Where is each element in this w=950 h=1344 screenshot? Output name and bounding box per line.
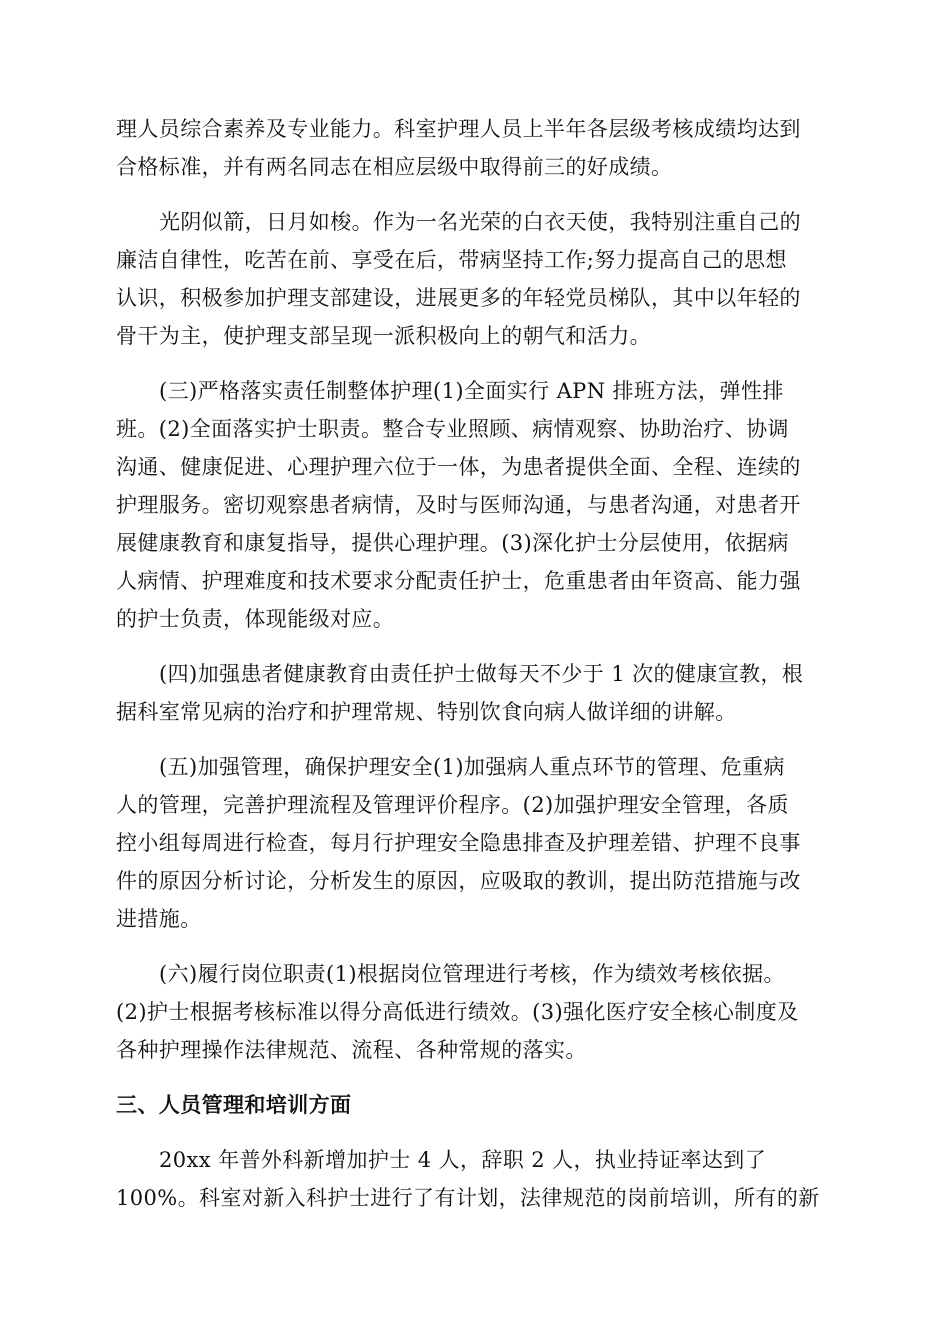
text-line: 人病情、护理难度和技术要求分配责任护士，危重患者由年资高、能力强 bbox=[116, 569, 801, 593]
paragraph bbox=[116, 1141, 834, 1217]
text-line: 廉洁自律性，吃苦在前、享受在后，带病坚持工作;努力提高自己的思想 bbox=[116, 248, 787, 272]
text-line: 骨干为主，使护理支部呈现一派积极向上的朝气和活力。 bbox=[116, 324, 651, 348]
paragraph bbox=[116, 203, 834, 355]
text-line: 沟通、健康促进、心理护理六位于一体，为患者提供全面、全程、连续的 bbox=[116, 455, 801, 479]
paragraph bbox=[116, 372, 834, 638]
text-line: 光阴似箭，日月如梭。作为一名光荣的白衣天使，我特别注重自己的 bbox=[159, 210, 801, 234]
text-line: 100%。科室对新入科护士进行了有计划，法律规范的岗前培训，所有的新 bbox=[116, 1186, 820, 1210]
text-line: (2)护士根据考核标准以得分高低进行绩效。(3)强化医疗安全核心制度及 bbox=[116, 1000, 799, 1024]
text-line: 进措施。 bbox=[116, 907, 202, 931]
paragraph bbox=[116, 655, 834, 731]
text-line: 班。(2)全面落实护士职责。整合专业照顾、病情观察、协助治疗、协调 bbox=[116, 417, 789, 441]
text-line: (五)加强管理，确保护理安全(1)加强病人重点环节的管理、危重病 bbox=[159, 755, 785, 779]
text-line: 控小组每周进行检查，每月行护理安全隐患排查及护理差错、护理不良事 bbox=[116, 831, 801, 855]
text-line: 理人员综合素养及专业能力。科室护理人员上半年各层级考核成绩均达到 bbox=[116, 117, 801, 141]
text-line: 认识，积极参加护理支部建设，进展更多的年轻党员梯队，其中以年轻的 bbox=[116, 286, 801, 310]
text-line: (四)加强患者健康教育由责任护士做每天不少于 1 次的健康宣教，根 bbox=[159, 662, 804, 686]
text-line: 件的原因分析讨论，分析发生的原因，应吸取的教训，提出防范措施与改 bbox=[116, 869, 801, 893]
paragraph bbox=[116, 955, 834, 1069]
text-line: (六)履行岗位职责(1)根据岗位管理进行考核，作为绩效考核依据。 bbox=[159, 962, 785, 986]
section-heading: 三、人员管理和培训方面 bbox=[116, 1093, 352, 1117]
text-line: (三)严格落实责任制整体护理(1)全面实行 APN 排班方法，弹性排 bbox=[159, 379, 784, 403]
text-line: 的护士负责，体现能级对应。 bbox=[116, 607, 395, 631]
text-line: 展健康教育和康复指导，提供心理护理。(3)深化护士分层使用，依据病 bbox=[116, 531, 789, 555]
text-line: 合格标准，并有两名同志在相应层级中取得前三的好成绩。 bbox=[116, 155, 673, 179]
text-line: 据科室常见病的治疗和护理常规、特别饮食向病人做详细的讲解。 bbox=[116, 700, 737, 724]
paragraph bbox=[116, 110, 834, 186]
text-line: 人的管理，完善护理流程及管理评价程序。(2)加强护理安全管理，各质 bbox=[116, 793, 789, 817]
text-line: 20xx 年普外科新增加护士 4 人，辞职 2 人，执业持证率达到了 bbox=[159, 1148, 767, 1172]
text-line: 各种护理操作法律规范、流程、各种常规的落实。 bbox=[116, 1038, 587, 1062]
document-page bbox=[116, 110, 834, 1217]
text-line: 护理服务。密切观察患者病情，及时与医师沟通，与患者沟通，对患者开 bbox=[116, 493, 801, 517]
paragraph bbox=[116, 748, 834, 938]
